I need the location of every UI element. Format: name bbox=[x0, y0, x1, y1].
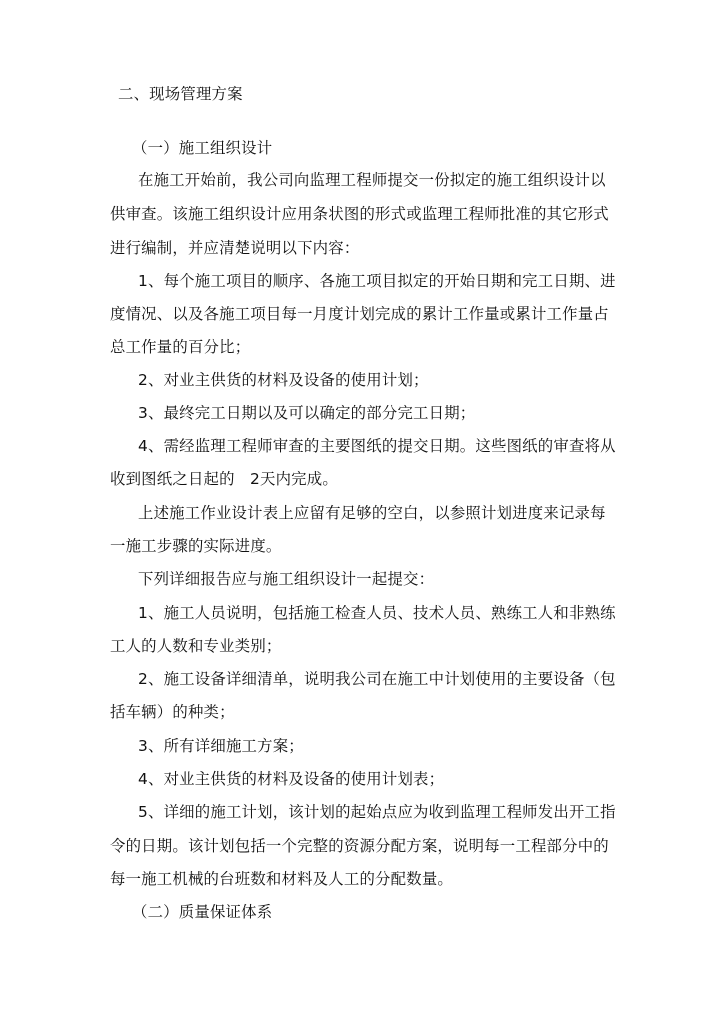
list-item-line: 每一施工机械的台班数和材料及人工的分配数量。 bbox=[110, 870, 453, 888]
list-item-line: 括车辆）的种类； bbox=[110, 703, 235, 721]
list-item-line: 5、详细的施工计划，该计划的起始点应为收到监理工程师发出开工指 bbox=[138, 803, 616, 821]
list-item-line: 4、需经监理工程师审查的主要图纸的提交日期。这些图纸的审查将从 bbox=[138, 437, 616, 455]
list-item-line: 4、对业主供货的材料及设备的使用计划表； bbox=[138, 770, 445, 788]
list-item-line: 总工作量的百分比； bbox=[110, 338, 251, 356]
subsection-heading-quality-assurance: （二）质量保证体系 bbox=[132, 903, 273, 921]
list-item-line: 1、施工人员说明，包括施工检查人员、技术人员、熟练工人和非熟练 bbox=[138, 604, 616, 622]
list-item-line: 令的日期。该计划包括一个完整的资源分配方案，说明每一工程部分中的 bbox=[110, 837, 609, 855]
paragraph-line: 进行编制，并应清楚说明以下内容： bbox=[110, 239, 360, 257]
section-heading: 二、现场管理方案 bbox=[118, 85, 243, 103]
list-item-line: 2、施工设备详细清单，说明我公司在施工中计划使用的主要设备（包 bbox=[138, 670, 616, 688]
list-item-line: 3、所有详细施工方案； bbox=[138, 737, 304, 755]
list-item-line: 度情况、以及各施工项目每一月度计划完成的累计工作量或累计工作量占 bbox=[110, 305, 609, 323]
list-item-line: 1、每个施工项目的顺序、各施工项目拟定的开始日期和完工日期、进 bbox=[138, 272, 616, 290]
subsection-heading-construction-design: （一）施工组织设计 bbox=[132, 139, 273, 157]
paragraph-line: 供审查。该施工组织设计应用条状图的形式或监理工程师批准的其它形式 bbox=[110, 205, 609, 223]
list-item-line: 3、最终完工日期以及可以确定的部分完工日期； bbox=[138, 404, 476, 422]
paragraph-line: 上述施工作业设计表上应留有足够的空白，以参照计划进度来记录每 bbox=[138, 504, 606, 522]
paragraph-line: 在施工开始前，我公司向监理工程师提交一份拟定的施工组织设计以 bbox=[138, 171, 606, 189]
paragraph-line: 一施工步骤的实际进度。 bbox=[110, 537, 282, 555]
paragraph-line: 下列详细报告应与施工组织设计一起提交： bbox=[138, 570, 435, 588]
list-item-line: 2、对业主供货的材料及设备的使用计划； bbox=[138, 371, 429, 389]
list-item-line: 工人的人数和专业类别； bbox=[110, 637, 282, 655]
list-item-line: 收到图纸之日起的 2天内完成。 bbox=[110, 470, 338, 488]
